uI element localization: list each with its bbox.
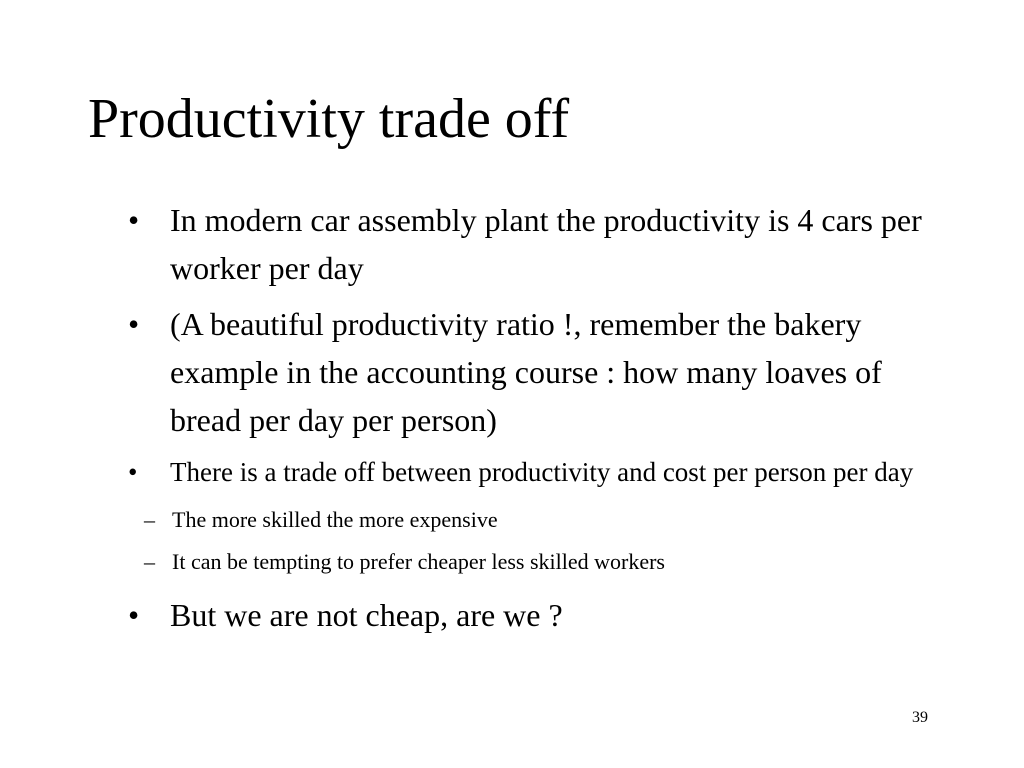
bullet-icon: • — [128, 306, 140, 342]
sub-bullet-item — [144, 503, 928, 537]
sub-bullet-item — [144, 545, 928, 579]
bullet-item — [128, 196, 928, 292]
bullet-item — [128, 300, 928, 444]
bullet-item — [128, 591, 928, 639]
bullet-text: But we are not cheap, are we ? — [170, 597, 563, 633]
dash-icon: – — [144, 549, 155, 574]
slide-title: Productivity trade off — [88, 88, 570, 150]
sub-bullet-group — [128, 503, 928, 579]
bullet-text: In modern car assembly plant the productivity is 4 cars per worker per day — [170, 202, 922, 286]
bullet-item — [128, 452, 928, 493]
bullet-icon: • — [128, 457, 138, 487]
sub-bullet-text: The more skilled the more expensive — [172, 507, 498, 532]
bullet-icon: • — [128, 202, 140, 238]
bullet-icon: • — [128, 597, 140, 633]
dash-icon: – — [144, 507, 155, 532]
sub-bullet-list — [128, 503, 928, 579]
sub-bullet-text: It can be tempting to prefer cheaper less skilled workers — [172, 549, 665, 574]
page-number: 39 — [912, 709, 928, 726]
bullet-text: There is a trade off between productivity and cost per person per day — [170, 457, 914, 487]
bullet-list — [128, 196, 928, 647]
bullet-text: (A beautiful productivity ratio !, remember the bakery example in the accounting course : how many loaves of bread per day per person) — [170, 306, 882, 438]
